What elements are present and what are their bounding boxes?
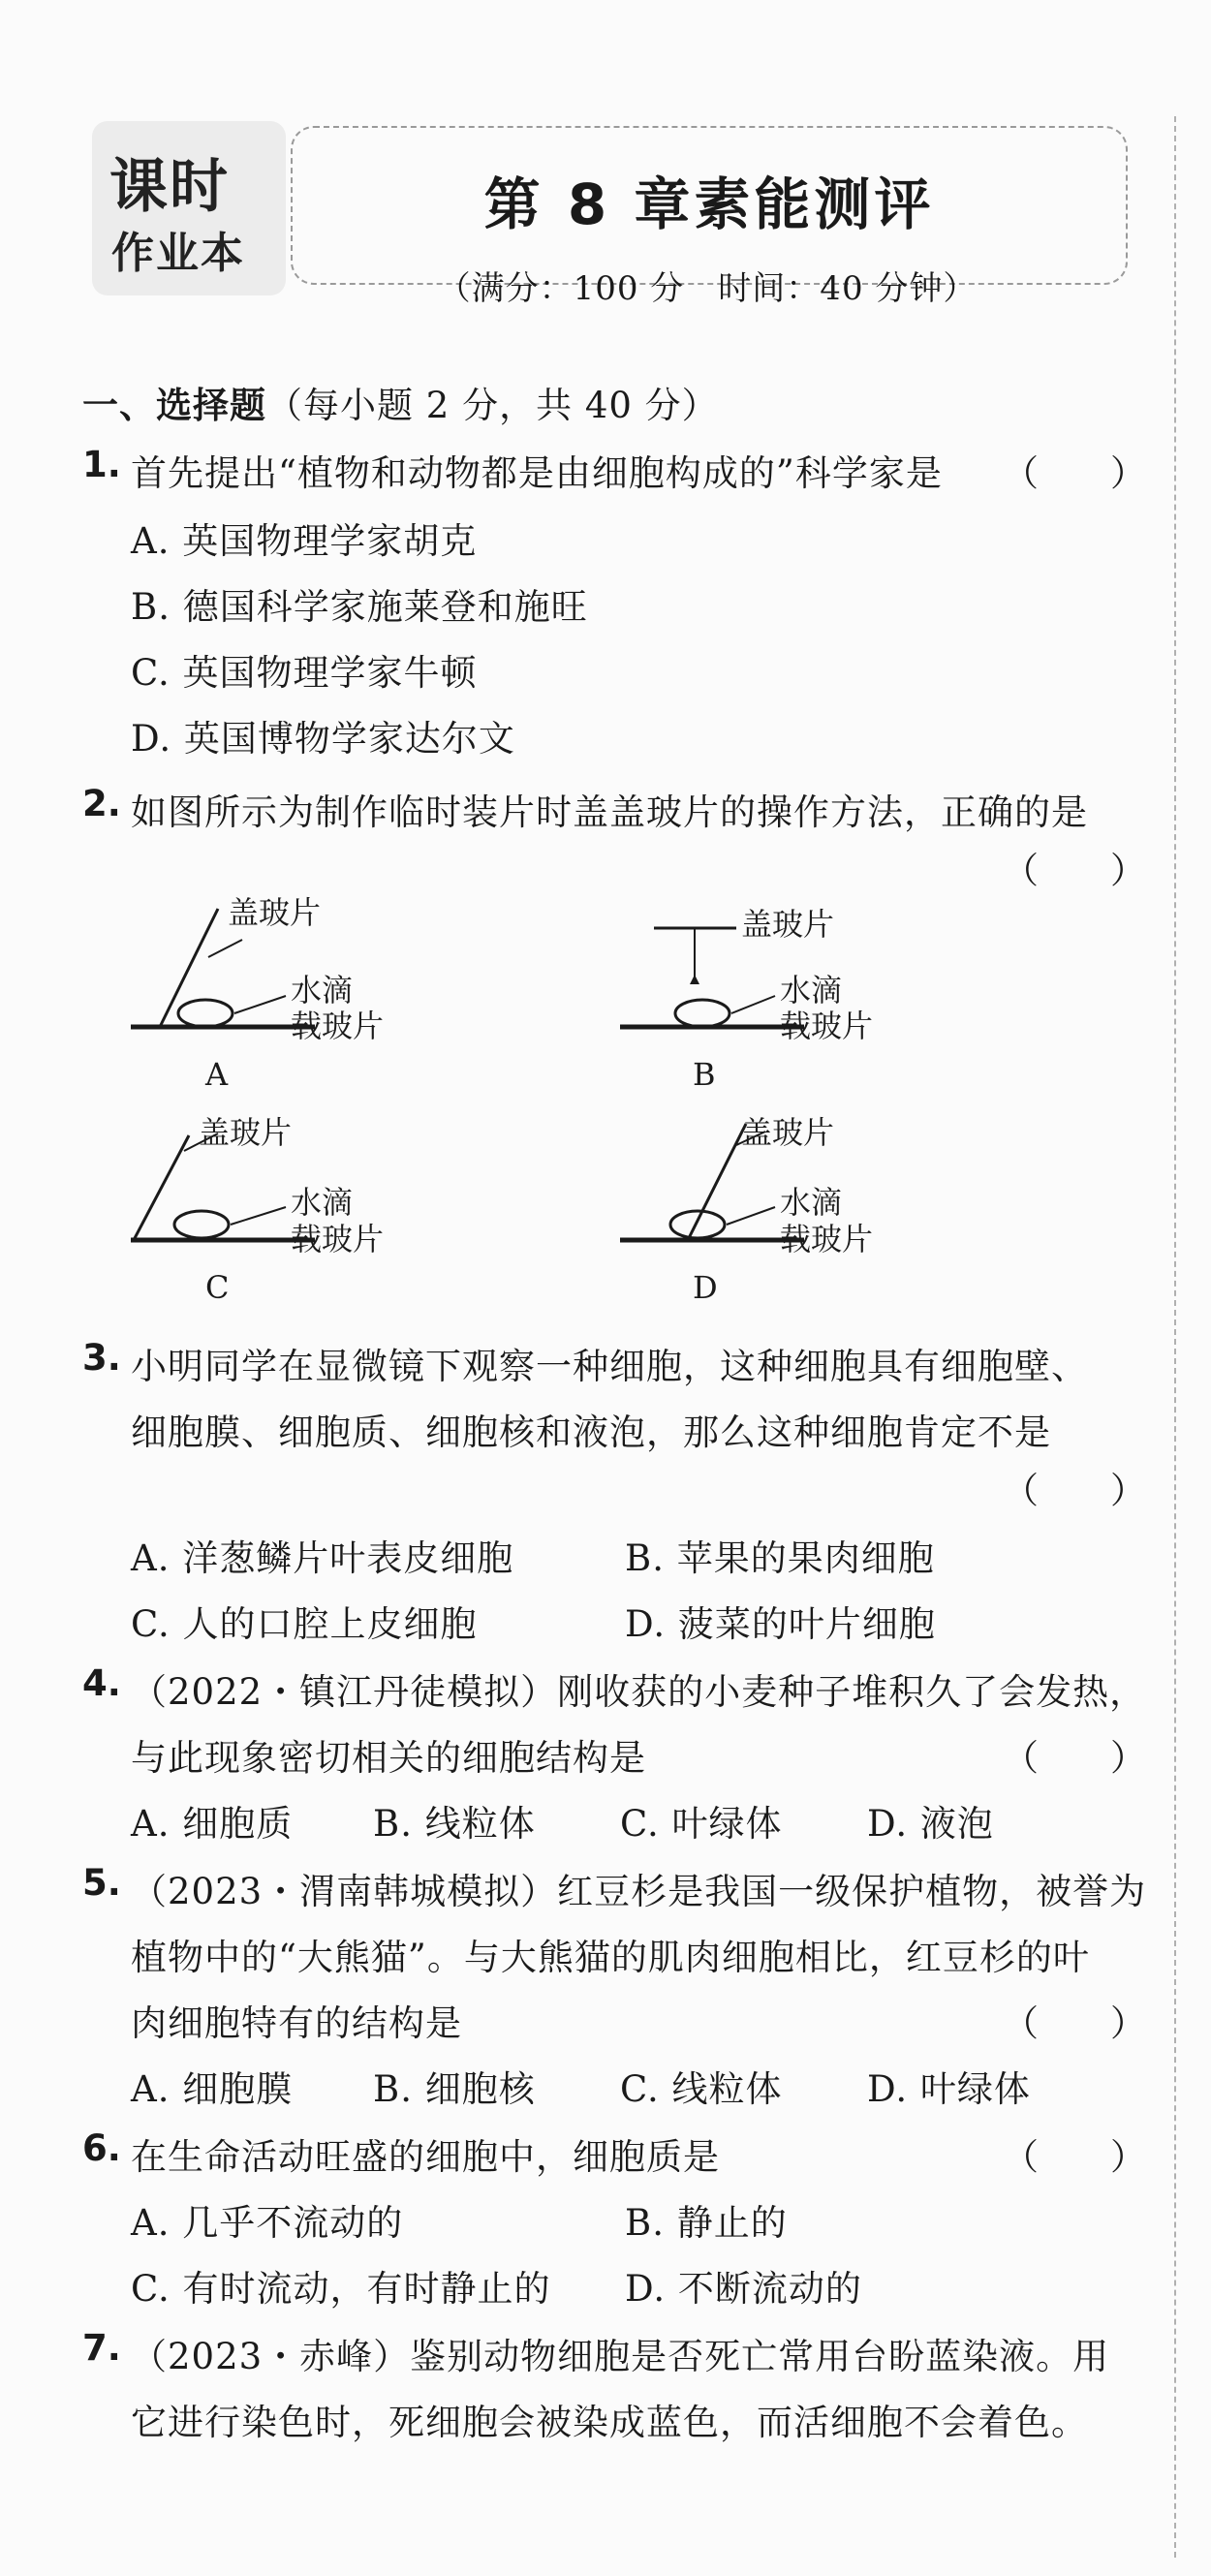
svg-text:载玻片: 载玻片 <box>291 1221 385 1257</box>
question-number: 7. <box>82 2327 121 2369</box>
coverslip-figure <box>116 891 1085 1337</box>
arrow-down-icon <box>690 975 699 984</box>
option: C. 叶绿体 <box>620 1803 783 1845</box>
question-text: 细胞膜、细胞质、细胞核和液泡，那么这种细胞肯定不是 <box>131 1412 1051 1453</box>
svg-text:水滴: 水滴 <box>780 972 843 1009</box>
logo <box>92 121 286 295</box>
logo-line-1: 课时 <box>109 153 230 221</box>
question-number: 1. <box>82 444 121 485</box>
svg-text:C: C <box>205 1269 230 1306</box>
svg-text:水滴: 水滴 <box>291 972 354 1009</box>
question-text: 首先提出“植物和动物都是由细胞构成的”科学家是 <box>131 452 943 494</box>
coverslip-d <box>688 1124 746 1240</box>
answer-parentheses: （ ） <box>1003 850 1146 891</box>
svg-text:B: B <box>693 1056 716 1093</box>
option: B. 德国科学家施莱登和施旺 <box>131 586 588 628</box>
question-text: 肉细胞特有的结构是 <box>131 2002 462 2044</box>
question-text: 小明同学在显微镜下观察一种细胞，这种细胞具有细胞壁、 <box>131 1346 1088 1387</box>
option: A. 几乎不流动的 <box>131 2202 404 2244</box>
svg-text:水滴: 水滴 <box>780 1184 843 1221</box>
option: A. 细胞质 <box>131 1803 294 1845</box>
section-heading <box>82 376 719 428</box>
water-drop-c <box>174 1211 229 1238</box>
svg-text:水滴: 水滴 <box>291 1184 354 1221</box>
svg-text:盖玻片: 盖玻片 <box>741 1114 835 1151</box>
svg-text:载玻片: 载玻片 <box>780 1221 874 1257</box>
page-title: 第 8 章素能测评 <box>483 171 935 237</box>
option: A. 洋葱鳞片叶表皮细胞 <box>131 1537 514 1579</box>
coverslip-c <box>134 1135 189 1240</box>
option: A. 英国物理学家胡克 <box>131 520 478 562</box>
svg-text:D: D <box>693 1269 718 1306</box>
question-text: 它进行染色时，死细胞会被染成蓝色，而活细胞不会着色。 <box>131 2402 1088 2443</box>
answer-parentheses: （ ） <box>1003 2002 1146 2044</box>
question-text: （2023・赤峰）鉴别动物细胞是否死亡常用台盼蓝染液。用 <box>131 2336 1110 2377</box>
question-number: 5. <box>82 1862 121 1904</box>
option: C. 人的口腔上皮细胞 <box>131 1603 478 1645</box>
option: D. 叶绿体 <box>867 2068 1031 2110</box>
answer-parentheses: （ ） <box>1003 452 1146 494</box>
question-number: 4. <box>82 1662 121 1704</box>
water-drop-b <box>675 1000 730 1027</box>
question-number: 2. <box>82 783 121 824</box>
option: D. 液泡 <box>867 1803 994 1845</box>
option: C. 线粒体 <box>620 2068 783 2110</box>
water-drop-a <box>178 1000 233 1027</box>
question-text: （2022・镇江丹徒模拟）刚收获的小麦种子堆积久了会发热， <box>131 1671 1147 1713</box>
water-drop-d <box>670 1211 725 1238</box>
option: B. 静止的 <box>625 2202 788 2244</box>
option: B. 苹果的果肉细胞 <box>625 1537 935 1579</box>
question-text: 如图所示为制作临时装片时盖盖玻片的操作方法，正确的是 <box>131 791 1088 833</box>
option: A. 细胞膜 <box>131 2068 294 2110</box>
svg-text:A: A <box>205 1056 229 1093</box>
svg-text:载玻片: 载玻片 <box>780 1008 874 1044</box>
section-note: （每小题 2 分，共 40 分） <box>266 385 719 426</box>
answer-parentheses: （ ） <box>1003 1737 1146 1779</box>
answer-parentheses: （ ） <box>1003 2136 1146 2178</box>
option: D. 菠菜的叶片细胞 <box>625 1603 936 1645</box>
question-text: （2023・渭南韩城模拟）红豆杉是我国一级保护植物，被誉为 <box>131 1871 1147 1912</box>
page-subtitle: （满分：100 分 时间：40 分钟） <box>437 269 978 308</box>
option: C. 有时流动，有时静止的 <box>131 2268 551 2310</box>
svg-text:盖玻片: 盖玻片 <box>228 894 322 931</box>
svg-text:盖玻片: 盖玻片 <box>199 1114 293 1151</box>
option: B. 线粒体 <box>373 1803 536 1845</box>
answer-parentheses: （ ） <box>1003 1470 1146 1511</box>
logo-line-2: 作业本 <box>111 229 245 278</box>
option: C. 英国物理学家牛顿 <box>131 652 478 694</box>
question-number: 6. <box>82 2127 121 2169</box>
svg-text:盖玻片: 盖玻片 <box>741 906 835 943</box>
question-text: 与此现象密切相关的细胞结构是 <box>131 1737 646 1779</box>
svg-text:载玻片: 载玻片 <box>291 1008 385 1044</box>
binding-dashed-line <box>1174 116 1176 2558</box>
option: B. 细胞核 <box>373 2068 536 2110</box>
question-text: 植物中的“大熊猫”。与大熊猫的肌肉细胞相比，红豆杉的叶 <box>131 1937 1090 1978</box>
option: D. 英国博物学家达尔文 <box>131 718 515 760</box>
section-title: 一、选择题 <box>82 385 266 426</box>
coverslip-a <box>160 909 218 1027</box>
option: D. 不断流动的 <box>625 2268 862 2310</box>
question-number: 3. <box>82 1337 121 1379</box>
question-text: 在生命活动旺盛的细胞中，细胞质是 <box>131 2136 720 2178</box>
